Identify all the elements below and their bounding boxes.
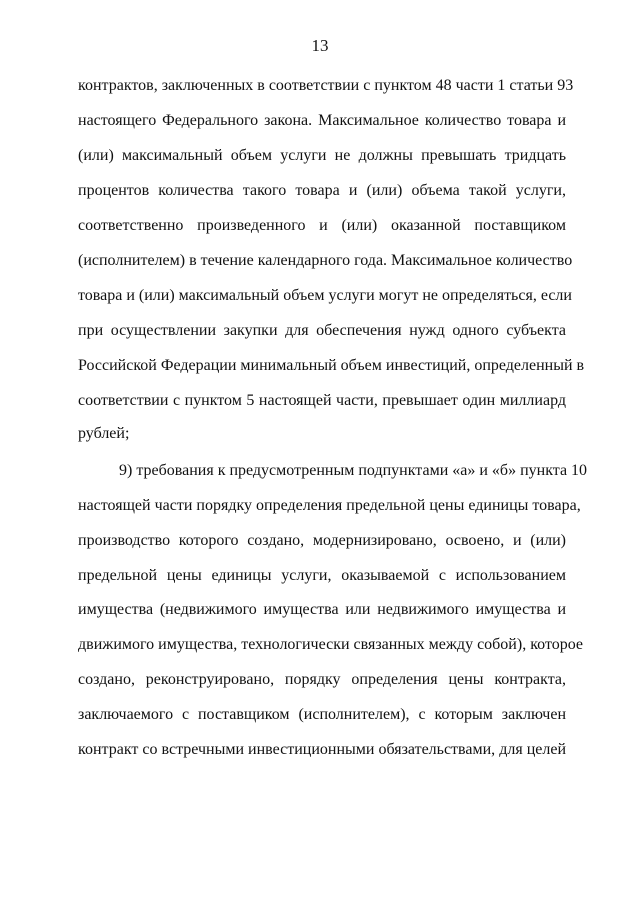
text-line: производство которого создано, модернизировано, освоено, и (или) [78,532,566,549]
text-line: рублей; [78,425,130,442]
text-line: (исполнителем) в течение календарного года. Максимальное количество [78,252,573,269]
text-line: создано, реконструировано, порядку определения цены контракта, [78,671,566,688]
text-line: настоящей части порядку определения предельной цены единицы товара, [78,497,581,514]
text-line: движимого имущества, технологически связанных между собой), которое [78,636,584,653]
text-line: имущества (недвижимого имущества или недвижимого имущества и [78,601,566,618]
paragraph-first-line: 9) требования к предусмотренным подпунктами «а» и «б» пункта 10 [119,462,588,479]
text-line: контракт со встречными инвестиционными обязательствами, для целей [78,741,566,758]
text-line: товара и (или) максимальный объем услуги могут не определяться, если [78,287,572,304]
text-line: контрактов, заключенных в соответствии с пунктом 48 части 1 статьи 93 [78,77,574,94]
text-line: процентов количества такого товара и (или) объема такой услуги, [78,182,566,199]
text-line: предельной цены единицы услуги, оказываемой с использованием [78,567,566,584]
text-line: Российской Федерации минимальный объем инвестиций, определенный в [78,357,585,374]
text-line: заключаемого с поставщиком (исполнителем), с которым заключен [78,706,566,723]
text-line: при осуществлении закупки для обеспечения нужд одного субъекта [78,322,566,339]
page-number: 13 [311,36,329,55]
text-line: (или) максимальный объем услуги не должны превышать тридцать [78,147,566,164]
text-line: соответственно произведенного и (или) оказанной поставщиком [78,217,566,234]
text-line: настоящего Федерального закона. Максимальное количество товара и [78,112,566,129]
text-line: соответствии с пунктом 5 настоящей части, превышает один миллиард [78,392,566,409]
